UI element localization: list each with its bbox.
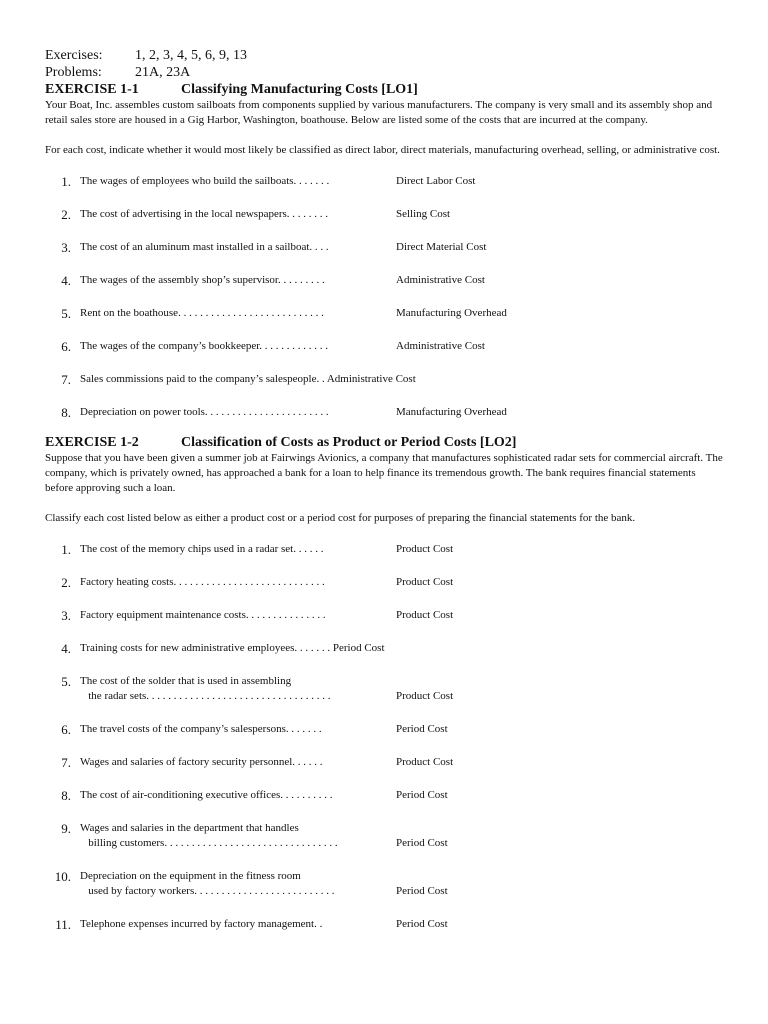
exercise-1-2-heading: [45, 434, 725, 451]
item-number: 10.: [54, 869, 71, 884]
item-text: The cost of an aluminum mast installed in a sailboat. . . .: [80, 241, 329, 253]
item-number: 1.: [61, 542, 71, 557]
item-text: The cost of air-conditioning executive offices. . . . . . . . . .: [80, 789, 333, 801]
item-answer: Period Cost: [396, 837, 448, 849]
item-number: 7.: [61, 372, 71, 387]
list-item: [45, 674, 725, 704]
exercise-1-1-heading: [45, 81, 725, 98]
item-text: The wages of the company’s bookkeeper. . . . . . . . . . . . .: [80, 340, 329, 352]
item-text: The wages of employees who build the sailboats. . . . . . .: [80, 175, 330, 187]
exercise-instruction: For each cost, indicate whether it would most likely be classified as direct labor, direct materials, manufacturing overhead, selling, or administrative cost.: [45, 144, 720, 156]
list-item: [45, 542, 725, 557]
item-number: 6.: [61, 339, 71, 354]
item-answer: Period Cost: [396, 918, 448, 930]
list-item: [45, 821, 725, 851]
item-number: 8.: [61, 788, 71, 803]
item-line2: [80, 884, 448, 899]
exercises-value: 1, 2, 3, 4, 5, 6, 9, 13: [135, 48, 247, 63]
exercise-title: Classification of Costs as Product or Period Costs [LO2]: [181, 435, 517, 450]
item-text: Factory heating costs. . . . . . . . . . . . . . . . . . . . . . . . . . . .: [80, 576, 325, 588]
item-text: Rent on the boathouse. . . . . . . . . . . . . . . . . . . . . . . . . . .: [80, 307, 324, 319]
item-body: [80, 821, 448, 851]
item-text: Depreciation on power tools. . . . . . . . . . . . . . . . . . . . . . .: [80, 406, 329, 418]
item-text: The wages of the assembly shop’s supervisor. . . . . . . . .: [80, 274, 325, 286]
item-number: 5.: [61, 674, 71, 689]
item-number: 4.: [61, 273, 71, 288]
item-answer: Direct Labor Cost: [396, 175, 476, 187]
list-item: [45, 788, 725, 803]
item-text: used by factory workers. . . . . . . . . . . . . . . . . . . . . . . . . .: [80, 885, 335, 897]
item-number: 4.: [61, 641, 71, 656]
list-item: [45, 755, 725, 770]
item-text: Factory equipment maintenance costs. . . . . . . . . . . . . . .: [80, 609, 326, 621]
item-answer: Product Cost: [396, 690, 454, 702]
exercise-intro: Your Boat, Inc. assembles custom sailboats from components supplied by various manufacturers. The company is very small and its assembly shop and retail sales store are housed in a Gig Harbor, Washington, boathouse. Below are listed some of the costs that are incurred at the company.: [45, 99, 713, 126]
exercise-intro: Suppose that you have been given a summer job at Fairwings Avionics, a company that manufactures sophisticated radar sets for commercial aircraft. The company, which is privately owned, has approached a bank for a loan to help finance its tremendous growth. The bank requires financial statements before approving such a loan.: [45, 452, 723, 494]
item-text: Wages and salaries of factory security personnel. . . . . .: [80, 756, 323, 768]
document-page: [45, 47, 725, 932]
list-item: [45, 608, 725, 623]
list-item: [45, 372, 725, 387]
list-item: [45, 339, 725, 354]
item-answer: Period Cost: [396, 789, 448, 801]
item-number: 3.: [61, 608, 71, 623]
item-number: 6.: [61, 722, 71, 737]
item-text: Sales commissions paid to the company’s salespeople. . Administrative Cost: [80, 373, 416, 385]
item-text-line1: Depreciation on the equipment in the fitness room: [80, 870, 301, 882]
problems-row: [45, 64, 725, 81]
item-text: The cost of advertising in the local newspapers. . . . . . . .: [80, 208, 329, 220]
exercises-row: [45, 47, 725, 64]
item-text: The travel costs of the company’s salespersons. . . . . . .: [80, 723, 322, 735]
exercise-instruction: Classify each cost listed below as either a product cost or a period cost for purposes of preparing the financial statements for the bank.: [45, 512, 636, 524]
item-number: 2.: [61, 575, 71, 590]
item-number: 7.: [61, 755, 71, 770]
item-number: 9.: [61, 821, 71, 836]
item-body: [80, 869, 448, 899]
item-number: 3.: [61, 240, 71, 255]
item-number: 1.: [61, 174, 71, 189]
list-item: [45, 575, 725, 590]
list-item: [45, 306, 725, 321]
item-text-line1: The cost of the solder that is used in assembling: [80, 675, 292, 687]
item-answer: Administrative Cost: [396, 340, 485, 352]
list-item: [45, 917, 725, 932]
item-text: billing customers. . . . . . . . . . . . . . . . . . . . . . . . . . . . . . . .: [80, 837, 338, 849]
exercise-number: EXERCISE 1-1: [45, 82, 139, 97]
list-item: [45, 641, 725, 656]
item-answer: Period Cost: [396, 885, 448, 897]
item-answer: Product Cost: [396, 609, 454, 621]
exercise-number: EXERCISE 1-2: [45, 435, 139, 450]
list-item: [45, 240, 725, 255]
item-text: Training costs for new administrative employees. . . . . . . Period Cost: [80, 642, 385, 654]
list-item: [45, 869, 725, 899]
list-item: [45, 405, 725, 420]
exercise-1-1-list: [45, 174, 725, 420]
item-number: 11.: [55, 917, 71, 932]
item-number: 2.: [61, 207, 71, 222]
item-text-line1: Wages and salaries in the department that handles: [80, 822, 299, 834]
list-item: [45, 174, 725, 189]
item-answer: Period Cost: [396, 723, 448, 735]
problems-label: Problems:: [45, 65, 102, 80]
item-answer: Administrative Cost: [396, 274, 485, 286]
item-text: the radar sets. . . . . . . . . . . . . . . . . . . . . . . . . . . . . . . . . .: [80, 690, 331, 702]
problems-value: 21A, 23A: [135, 65, 191, 80]
item-text: The cost of the memory chips used in a radar set. . . . . .: [80, 543, 324, 555]
item-answer: Product Cost: [396, 543, 454, 555]
item-body: [80, 674, 453, 704]
item-answer: Selling Cost: [396, 208, 451, 220]
item-answer: Product Cost: [396, 576, 454, 588]
exercise-title: Classifying Manufacturing Costs [LO1]: [181, 82, 418, 97]
exercises-label: Exercises:: [45, 48, 103, 63]
exercise-1-2-list: [45, 542, 725, 932]
item-line2: [80, 836, 448, 851]
list-item: [45, 722, 725, 737]
item-answer: Manufacturing Overhead: [396, 307, 507, 319]
item-answer: Direct Material Cost: [396, 241, 487, 253]
list-item: [45, 207, 725, 222]
item-line2: [80, 689, 453, 704]
item-answer: Product Cost: [396, 756, 454, 768]
item-number: 5.: [61, 306, 71, 321]
list-item: [45, 273, 725, 288]
item-number: 8.: [61, 405, 71, 420]
item-text: Telephone expenses incurred by factory management. .: [80, 918, 323, 930]
item-answer: Manufacturing Overhead: [396, 406, 507, 418]
